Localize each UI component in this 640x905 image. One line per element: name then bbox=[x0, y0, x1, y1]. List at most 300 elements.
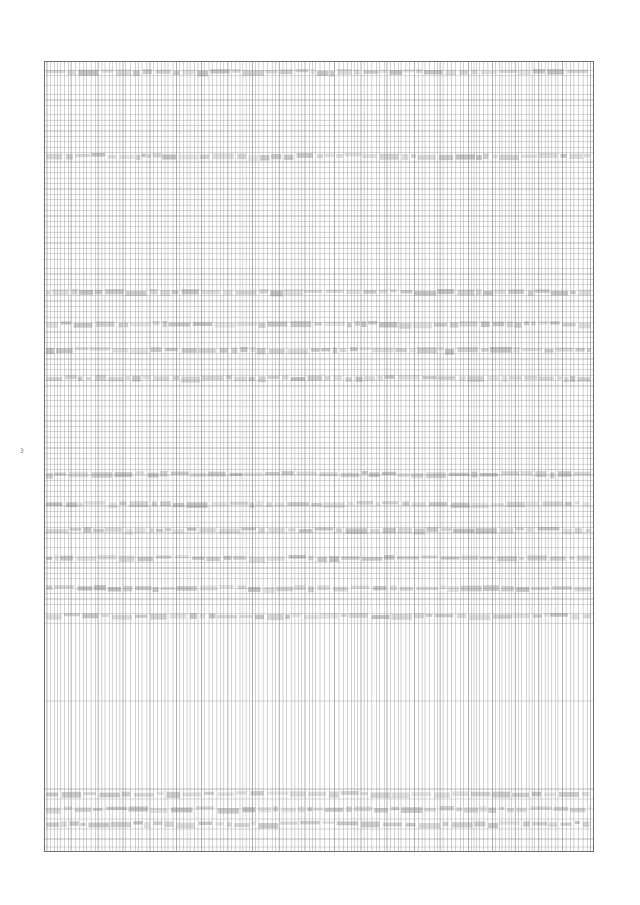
cell-text-smudge bbox=[499, 821, 519, 825]
cell-text-smudge bbox=[501, 586, 514, 591]
cell-text-smudge bbox=[164, 822, 174, 827]
cell-text-smudge bbox=[528, 291, 534, 296]
cell-text-smudge bbox=[471, 792, 491, 797]
cell-text-smudge bbox=[46, 502, 63, 506]
cell-text-smudge bbox=[569, 154, 582, 159]
cell-text-smudge bbox=[279, 69, 292, 74]
cell-text-smudge bbox=[490, 347, 511, 353]
cell-text-smudge bbox=[346, 807, 352, 812]
cell-text-smudge bbox=[169, 322, 191, 326]
cell-text-smudge bbox=[202, 376, 224, 381]
cell-text-smudge bbox=[94, 585, 106, 590]
cell-text-smudge bbox=[512, 793, 529, 797]
cell-text-smudge bbox=[383, 823, 402, 827]
cell-text-smudge bbox=[410, 348, 416, 352]
cell-text-smudge bbox=[199, 822, 212, 825]
cell-text-smudge bbox=[285, 615, 290, 619]
cell-text-smudge bbox=[55, 555, 59, 560]
cell-text-smudge bbox=[133, 821, 143, 825]
cell-text-smudge bbox=[424, 70, 443, 74]
cell-text-smudge bbox=[357, 501, 374, 505]
cell-text-smudge bbox=[308, 586, 314, 592]
cell-text-smudge bbox=[119, 323, 123, 327]
cell-text-smudge bbox=[258, 823, 278, 828]
cell-text-smudge bbox=[208, 472, 226, 477]
cell-text-smudge bbox=[291, 321, 312, 327]
cell-text-smudge bbox=[455, 154, 475, 159]
cell-text-smudge bbox=[264, 587, 275, 593]
cell-text-smudge bbox=[269, 349, 285, 354]
cell-text-smudge bbox=[464, 807, 478, 812]
cell-text-smudge bbox=[113, 348, 129, 353]
cell-text-smudge bbox=[75, 808, 92, 813]
cell-text-smudge bbox=[539, 321, 548, 324]
cell-text-smudge bbox=[469, 614, 490, 620]
cell-text-smudge bbox=[144, 822, 151, 828]
cell-text-smudge bbox=[135, 615, 148, 618]
cell-text-smudge bbox=[521, 155, 537, 158]
cell-text-smudge bbox=[429, 502, 448, 506]
cell-text-smudge bbox=[414, 291, 436, 295]
table-horizontal-rules bbox=[44, 61, 594, 847]
cell-text-smudge bbox=[340, 348, 346, 352]
cell-text-smudge bbox=[467, 376, 484, 382]
cell-text-smudge bbox=[124, 323, 128, 328]
cell-text-smudge bbox=[446, 70, 456, 75]
cell-text-smudge bbox=[157, 792, 164, 795]
cell-text-smudge bbox=[241, 527, 256, 530]
cell-text-smudge bbox=[153, 153, 162, 157]
cell-text-smudge bbox=[481, 349, 489, 352]
cell-text-smudge bbox=[347, 323, 351, 328]
cell-text-smudge bbox=[575, 587, 592, 592]
cell-text-smudge bbox=[173, 503, 185, 508]
cell-text-smudge bbox=[153, 376, 169, 381]
cell-text-smudge bbox=[325, 322, 345, 326]
cell-text-smudge bbox=[315, 527, 334, 530]
cell-text-smudge bbox=[46, 808, 60, 814]
cell-text-smudge bbox=[507, 502, 525, 507]
cell-text-smudge bbox=[165, 348, 178, 351]
cell-text-smudge bbox=[240, 347, 247, 352]
cell-text-smudge bbox=[362, 557, 383, 561]
cell-text-smudge bbox=[61, 322, 71, 325]
cell-text-smudge bbox=[501, 471, 519, 475]
cell-text-smudge bbox=[350, 347, 358, 351]
cell-text-smudge bbox=[156, 556, 171, 559]
cell-text-smudge bbox=[172, 290, 179, 294]
cell-text-smudge bbox=[457, 290, 474, 296]
cell-text-smudge bbox=[112, 615, 132, 620]
cell-text-smudge bbox=[249, 557, 265, 563]
table-vertical-rules bbox=[47, 61, 590, 852]
cell-text-smudge bbox=[311, 69, 315, 74]
cell-text-smudge bbox=[438, 347, 443, 351]
cell-text-smudge bbox=[535, 290, 550, 293]
cell-text-smudge bbox=[583, 502, 589, 506]
cell-text-smudge bbox=[493, 322, 504, 327]
cell-text-smudge bbox=[290, 791, 306, 796]
cell-text-smudge bbox=[95, 290, 102, 295]
cell-text-smudge bbox=[268, 322, 288, 327]
cell-text-smudge bbox=[89, 347, 109, 350]
cell-text-smudge bbox=[439, 155, 453, 160]
cell-text-smudge bbox=[435, 614, 453, 617]
cell-text-smudge bbox=[80, 823, 85, 826]
cell-text-smudge bbox=[268, 528, 285, 533]
cell-text-smudge bbox=[126, 529, 133, 535]
cell-text-smudge bbox=[411, 154, 416, 157]
cell-text-smudge bbox=[46, 614, 61, 619]
cell-text-smudge bbox=[400, 587, 413, 591]
cell-text-smudge bbox=[570, 376, 575, 382]
cell-text-smudge bbox=[150, 808, 168, 813]
cell-text-smudge bbox=[298, 807, 305, 813]
cell-text-smudge bbox=[317, 557, 327, 562]
cell-text-smudge bbox=[192, 557, 205, 560]
cell-text-smudge bbox=[109, 502, 117, 508]
cell-text-smudge bbox=[536, 471, 547, 477]
cell-text-smudge bbox=[167, 792, 181, 798]
cell-text-smudge bbox=[191, 473, 207, 477]
cell-text-smudge bbox=[438, 376, 455, 379]
cell-text-smudge bbox=[115, 472, 133, 477]
cell-text-smudge bbox=[160, 471, 167, 476]
cell-text-smudge bbox=[135, 471, 144, 474]
cell-text-smudge bbox=[46, 529, 68, 533]
cell-text-smudge bbox=[46, 793, 58, 797]
cell-text-smudge bbox=[300, 821, 320, 824]
cell-text-smudge bbox=[532, 792, 541, 797]
cell-text-smudge bbox=[320, 613, 338, 619]
cell-text-smudge bbox=[190, 613, 197, 619]
cell-text-smudge bbox=[313, 808, 322, 811]
cell-text-smudge bbox=[337, 69, 351, 75]
cell-text-smudge bbox=[538, 377, 553, 381]
cell-text-smudge bbox=[567, 70, 588, 74]
cell-text-smudge bbox=[480, 473, 498, 477]
cell-text-smudge bbox=[84, 501, 105, 505]
cell-text-smudge bbox=[82, 613, 98, 618]
cell-text-smudge bbox=[572, 614, 580, 619]
cell-text-smudge bbox=[526, 502, 539, 506]
cell-text-smudge bbox=[497, 556, 517, 561]
cell-text-smudge bbox=[415, 529, 426, 535]
cell-text-smudge bbox=[105, 528, 122, 532]
cell-text-smudge bbox=[577, 377, 590, 382]
cell-text-smudge bbox=[79, 502, 83, 506]
cell-text-smudge bbox=[341, 556, 360, 560]
cell-text-smudge bbox=[237, 323, 258, 327]
cell-text-smudge bbox=[304, 615, 319, 619]
cell-text-smudge bbox=[549, 822, 558, 827]
cell-text-smudge bbox=[46, 322, 58, 328]
cell-text-smudge bbox=[251, 347, 256, 352]
cell-text-smudge bbox=[524, 321, 529, 325]
cell-text-smudge bbox=[369, 472, 380, 477]
cell-text-smudge bbox=[176, 823, 195, 829]
cell-text-smudge bbox=[163, 321, 167, 327]
cell-text-smudge bbox=[69, 472, 89, 478]
cell-text-smudge bbox=[93, 529, 104, 532]
text-bands bbox=[46, 69, 591, 828]
cell-text-smudge bbox=[414, 613, 424, 618]
cell-text-smudge bbox=[440, 586, 447, 590]
cell-text-smudge bbox=[361, 322, 366, 328]
cell-text-smudge bbox=[258, 323, 265, 328]
cell-text-smudge bbox=[426, 614, 433, 617]
cell-text-smudge bbox=[401, 290, 413, 294]
cell-text-smudge bbox=[126, 291, 147, 296]
cell-text-smudge bbox=[554, 807, 568, 811]
cell-text-smudge bbox=[150, 614, 166, 620]
cell-text-smudge bbox=[385, 375, 395, 379]
cell-text-smudge bbox=[162, 154, 176, 159]
cell-text-smudge bbox=[325, 808, 344, 812]
cell-text-smudge bbox=[75, 347, 88, 350]
cell-text-smudge bbox=[217, 792, 234, 795]
cell-text-smudge bbox=[416, 69, 422, 73]
cell-text-smudge bbox=[434, 792, 450, 797]
cell-text-smudge bbox=[308, 556, 313, 561]
cell-text-smudge bbox=[134, 528, 145, 533]
cell-text-smudge bbox=[217, 615, 237, 619]
cell-text-smudge bbox=[236, 791, 247, 794]
cell-text-smudge bbox=[211, 502, 228, 506]
cell-text-smudge bbox=[67, 70, 75, 75]
cell-text-smudge bbox=[516, 527, 524, 530]
cell-text-smudge bbox=[575, 821, 580, 824]
cell-text-smudge bbox=[531, 587, 549, 590]
cell-text-smudge bbox=[527, 527, 534, 532]
cell-text-smudge bbox=[487, 376, 499, 380]
cell-text-smudge bbox=[72, 289, 78, 295]
cell-text-smudge bbox=[456, 807, 462, 811]
cell-text-smudge bbox=[295, 585, 306, 590]
cell-text-smudge bbox=[333, 348, 337, 354]
cell-text-smudge bbox=[452, 792, 469, 797]
cell-text-smudge bbox=[562, 323, 575, 327]
cell-text-smudge bbox=[544, 613, 549, 617]
cell-text-smudge bbox=[418, 155, 436, 160]
cell-text-smudge bbox=[242, 807, 255, 812]
cell-text-smudge bbox=[255, 615, 264, 620]
cell-text-smudge bbox=[74, 323, 93, 328]
cell-text-smudge bbox=[199, 528, 215, 532]
cell-text-smudge bbox=[276, 587, 293, 592]
cell-text-smudge bbox=[119, 155, 134, 159]
cell-text-smudge bbox=[176, 586, 197, 591]
cell-text-smudge bbox=[550, 613, 568, 617]
cell-text-smudge bbox=[398, 528, 412, 534]
cell-text-smudge bbox=[297, 472, 318, 475]
cell-text-smudge bbox=[105, 289, 123, 294]
cell-text-smudge bbox=[321, 348, 330, 351]
table-outer-border bbox=[45, 62, 594, 852]
cell-text-smudge bbox=[61, 821, 67, 827]
cell-text-smudge bbox=[178, 154, 198, 159]
cell-text-smudge bbox=[345, 153, 361, 157]
cell-text-smudge bbox=[528, 555, 547, 560]
cell-text-smudge bbox=[474, 822, 485, 827]
cell-text-smudge bbox=[361, 822, 380, 828]
cell-text-smudge bbox=[133, 70, 140, 76]
cell-text-smudge bbox=[507, 808, 514, 812]
cell-text-smudge bbox=[336, 154, 343, 158]
cell-text-smudge bbox=[187, 528, 196, 531]
cell-text-smudge bbox=[251, 821, 255, 825]
cell-text-smudge bbox=[411, 473, 423, 478]
cell-text-smudge bbox=[472, 472, 478, 478]
cell-text-smudge bbox=[570, 291, 575, 294]
cell-text-smudge bbox=[102, 69, 113, 72]
cell-text-smudge bbox=[62, 792, 81, 798]
cell-text-smudge bbox=[459, 376, 466, 381]
cell-text-smudge bbox=[258, 376, 266, 382]
cell-text-smudge bbox=[281, 808, 296, 813]
cell-text-smudge bbox=[96, 322, 115, 327]
cell-text-smudge bbox=[346, 377, 352, 382]
cell-text-smudge bbox=[426, 527, 438, 532]
cell-text-smudge bbox=[481, 321, 490, 327]
cell-text-smudge bbox=[379, 322, 398, 327]
cell-text-smudge bbox=[258, 807, 271, 812]
cell-text-smudge bbox=[200, 155, 210, 160]
cell-text-smudge bbox=[382, 472, 396, 475]
cell-text-smudge bbox=[250, 502, 254, 507]
cell-text-smudge bbox=[238, 586, 246, 590]
cell-text-smudge bbox=[181, 377, 200, 383]
cell-text-smudge bbox=[233, 556, 246, 560]
cell-text-smudge bbox=[402, 154, 409, 160]
cell-text-smudge bbox=[175, 555, 189, 559]
cell-text-smudge bbox=[119, 556, 135, 562]
cell-text-smudge bbox=[100, 793, 120, 798]
cell-text-smudge bbox=[46, 822, 59, 827]
cell-text-smudge bbox=[260, 155, 270, 161]
cell-text-smudge bbox=[507, 322, 513, 328]
cell-text-smudge bbox=[492, 155, 498, 159]
cell-text-smudge bbox=[304, 290, 322, 293]
cell-text-smudge bbox=[226, 375, 232, 379]
cell-text-smudge bbox=[583, 822, 589, 827]
cell-text-smudge bbox=[147, 154, 151, 158]
ruled-table-sheet bbox=[44, 61, 594, 852]
cell-text-smudge bbox=[237, 154, 246, 159]
cell-text-smudge bbox=[544, 792, 556, 796]
cell-text-smudge bbox=[267, 792, 288, 795]
cell-text-smudge bbox=[329, 792, 339, 798]
cell-text-smudge bbox=[161, 587, 175, 590]
cell-text-smudge bbox=[134, 793, 154, 797]
cell-text-smudge bbox=[341, 614, 347, 617]
cell-text-smudge bbox=[441, 528, 452, 531]
cell-text-smudge bbox=[416, 587, 438, 591]
cell-text-smudge bbox=[291, 377, 305, 381]
cell-text-smudge bbox=[516, 808, 526, 813]
cell-text-smudge bbox=[421, 555, 437, 558]
cell-text-smudge bbox=[320, 472, 338, 476]
cell-text-smudge bbox=[379, 70, 387, 73]
cell-text-smudge bbox=[124, 586, 133, 592]
cell-text-smudge bbox=[543, 502, 564, 506]
cell-text-smudge bbox=[197, 71, 208, 77]
cell-text-smudge bbox=[239, 615, 252, 618]
cell-text-smudge bbox=[364, 290, 377, 294]
cell-text-smudge bbox=[380, 154, 399, 160]
cell-text-smudge bbox=[46, 291, 50, 295]
cell-text-smudge bbox=[214, 323, 235, 328]
cell-text-smudge bbox=[46, 70, 65, 73]
cell-text-smudge bbox=[558, 471, 571, 476]
cell-text-smudge bbox=[111, 822, 132, 827]
cell-text-smudge bbox=[46, 154, 62, 160]
lower-margin-mark: ' bbox=[44, 733, 46, 739]
cell-text-smudge bbox=[533, 614, 542, 617]
cell-text-smudge bbox=[288, 528, 295, 531]
cell-text-smudge bbox=[308, 792, 326, 796]
cell-text-smudge bbox=[492, 792, 511, 798]
cell-text-smudge bbox=[66, 154, 73, 159]
cell-text-smudge bbox=[322, 821, 334, 824]
cell-text-smudge bbox=[287, 502, 309, 506]
cell-text-smudge bbox=[390, 289, 397, 292]
cell-text-smudge bbox=[589, 806, 591, 810]
cell-text-smudge bbox=[364, 376, 375, 381]
cell-text-smudge bbox=[108, 587, 121, 592]
cell-text-smudge bbox=[579, 323, 591, 329]
cell-text-smudge bbox=[575, 348, 584, 351]
cell-text-smudge bbox=[552, 586, 572, 590]
cell-text-smudge bbox=[360, 347, 371, 350]
cell-text-smudge bbox=[404, 69, 414, 72]
cell-text-smudge bbox=[443, 822, 449, 826]
cell-text-smudge bbox=[153, 821, 163, 825]
cell-text-smudge bbox=[488, 808, 496, 813]
cell-text-smudge bbox=[307, 807, 312, 811]
cell-text-smudge bbox=[356, 377, 363, 382]
cell-text-smudge bbox=[210, 69, 230, 73]
cell-text-smudge bbox=[413, 323, 432, 329]
cell-text-smudge bbox=[173, 376, 179, 380]
cell-text-smudge bbox=[130, 323, 151, 327]
cell-text-smudge bbox=[551, 291, 568, 296]
cell-text-smudge bbox=[232, 69, 241, 73]
cell-text-smudge bbox=[441, 556, 460, 559]
cell-text-smudge bbox=[64, 613, 80, 616]
cell-text-smudge bbox=[550, 556, 566, 560]
cell-text-smudge bbox=[450, 322, 458, 327]
cell-text-smudge bbox=[171, 808, 193, 813]
cell-text-smudge bbox=[257, 348, 266, 354]
cell-text-smudge bbox=[483, 291, 493, 296]
cell-text-smudge bbox=[362, 471, 368, 474]
cell-text-smudge bbox=[130, 348, 148, 354]
cell-text-smudge bbox=[232, 348, 238, 353]
cell-text-smudge bbox=[516, 587, 529, 592]
cell-text-smudge bbox=[78, 377, 83, 381]
cell-text-smudge bbox=[561, 154, 567, 158]
cell-text-smudge bbox=[198, 349, 216, 353]
cell-text-smudge bbox=[545, 349, 554, 353]
cell-text-smudge bbox=[333, 587, 348, 592]
cell-text-smudge bbox=[391, 792, 409, 798]
cell-text-smudge bbox=[282, 471, 294, 475]
cell-text-smudge bbox=[299, 529, 312, 533]
cell-text-smudge bbox=[521, 471, 533, 475]
cell-text-smudge bbox=[378, 376, 384, 381]
cell-text-smudge bbox=[259, 528, 265, 533]
